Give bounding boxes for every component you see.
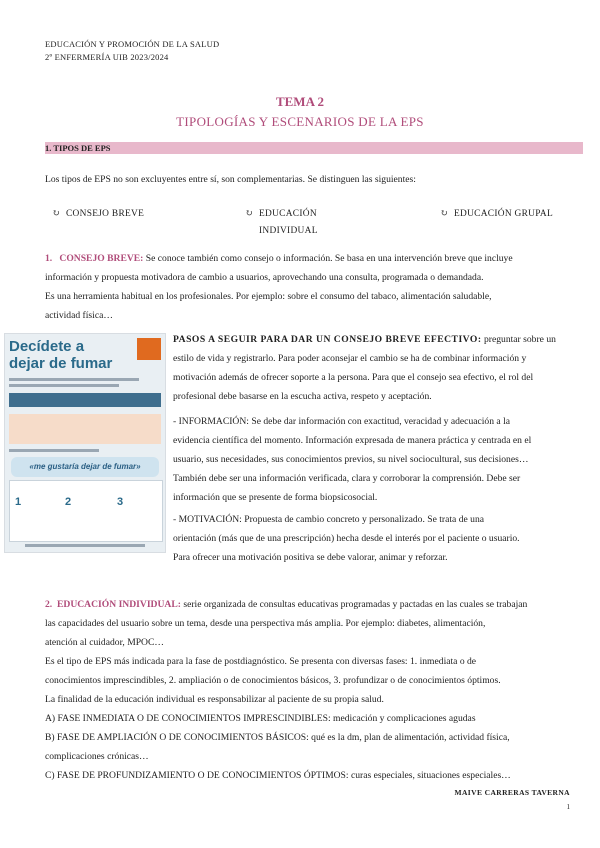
educacion-individual-heading: EDUCACIÓN INDIVIDUAL: xyxy=(57,599,181,610)
educacion-individual-paragraph: 2. EDUCACIÓN INDIVIDUAL: serie organizada de consultas educativas programadas y pactadas en las cuales se trabajan las capacidades del usuario sobre un tema, desde una perspectiva más amplia. Por ejemplo: diabetes, alimentación, atención al cuidador, MPOC… Es el tipo de EPS más indicada para la fase de postdiagnóstico. Se presenta con diversas fases: 1. inmediata o de conocimientos imprescindibles, 2. ampliación o de conocimientos básicos, 3. profundizar o de conocimientos óptimos. La finalidad de la educación individual es responsabilizar al paciente de su propia salud. A) FASE INMEDIATA O DE CONOCIMIENTOS IMPRESCINDIBLES: medicación y complicaciones agudas B) FASE DE AMPLIACIÓN O DE CONOCIMIENTOS BÁSICOS: qué es la dm, plan de alimentación, actividad física, complicaciones crónicas… C) FASE DE PROFUNDIZAMIENTO O DE CONOCIMIENTOS ÓPTIMOS: curas especiales, situaciones especiales… xyxy=(45,595,572,785)
type-consejo-breve: ↻ CONSEJO BREVE xyxy=(52,206,144,223)
poster-banner xyxy=(9,393,161,407)
page-number: 1 xyxy=(566,803,570,811)
fase-a: A) FASE INMEDIATA O DE CONOCIMIENTOS IMPRESCINDIBLES: medicación y complicaciones agudas xyxy=(45,713,476,724)
document-header xyxy=(45,38,219,64)
poster-steps-card xyxy=(9,480,163,542)
type-educacion-individual: ↻ EDUCACIÓN INDIVIDUAL xyxy=(245,206,318,240)
pasos-paragraph: PASOS A SEGUIR PARA DAR UN CONSEJO BREVE EFECTIVO: preguntar sobre un estilo de vida y registrarlo. Para poder aconsejar el cambio se ha de combinar información y motivación además de ofrecer soporte a la persona. Para que el consejo sea efectivo, el rol del profesional debe basarse en la escucha activa, respeto y aceptación. xyxy=(173,334,556,402)
header-course: EDUCACIÓN Y PROMOCIÓN DE LA SALUD xyxy=(45,39,220,49)
intro-paragraph: Los tipos de EPS no son excluyentes entre sí, son complementarias. Se distinguen las siguientes: xyxy=(45,174,416,185)
poster-step-3: 3 xyxy=(117,496,124,508)
refresh-icon: ↻ xyxy=(245,209,254,219)
pasos-heading: PASOS A SEGUIR PARA DAR UN CONSEJO BREVE EFECTIVO: xyxy=(173,334,482,345)
poster-logo xyxy=(137,338,161,360)
section-heading: 1. TIPOS DE EPS xyxy=(45,143,111,153)
quit-smoking-poster xyxy=(4,333,166,553)
section-heading-bar xyxy=(45,142,583,154)
type-educacion-grupal: ↻ EDUCACIÓN GRUPAL xyxy=(440,206,553,223)
author-signature: MAIVE CARRERAS TAVERNA xyxy=(454,788,570,797)
topic-title: TEMA 2 xyxy=(275,94,325,109)
poster-step-2: 2 xyxy=(65,496,72,508)
poster-step-1: 1 xyxy=(15,496,22,508)
poster-title: Decídete a dejar de fumar xyxy=(9,338,113,372)
consejo-heading: CONSEJO BREVE: xyxy=(59,253,144,264)
topic-subtitle: TIPOLOGÍAS Y ESCENARIOS DE LA EPS xyxy=(176,114,424,129)
fase-c: C) FASE DE PROFUNDIZAMIENTO O DE CONOCIMIENTOS ÓPTIMOS: curas especiales, situaciones especiales… xyxy=(45,770,511,781)
poster-info-box xyxy=(9,414,161,444)
poster-quote: «me gustaría dejar de fumar» xyxy=(11,457,159,477)
refresh-icon: ↻ xyxy=(52,209,61,219)
informacion-paragraph: - INFORMACIÓN: Se debe dar información con exactitud, veracidad y adecuación a la evidencia científica del momento. Información expresada de manera práctica y centrada en el usuario, sus necesidades, sus conocimientos previos, su nivel sociocultural, sus decisiones… También debe ser una información verificada, clara y corroborar la comprensión. Debe ser información que se presente de forma biopsicosocial. xyxy=(173,416,532,503)
header-year: 2º ENFERMERÍA UIB 2023/2024 xyxy=(45,52,169,62)
consejo-paragraph: 1. CONSEJO BREVE: Se conoce también como consejo o información. Se basa en una intervención breve que incluye información y propuesta motivadora de cambio a usuarios, aprovechando una consulta, programada o demandada. Es una herramienta habitual en los profesionales. Por ejemplo: sobre el consumo del tabaco, alimentación saludable, actividad física… xyxy=(45,253,513,321)
motivacion-paragraph: - MOTIVACIÓN: Propuesta de cambio concreto y personalizado. Se trata de una orientación (más que de una prescripción) hecha desde el interés por el paciente o usuario. Para ofrecer una motivación positiva se debe valorar, animar y reforzar. xyxy=(173,514,520,563)
refresh-icon: ↻ xyxy=(440,209,449,219)
fase-b: B) FASE DE AMPLIACIÓN O DE CONOCIMIENTOS BÁSICOS: qué es la dm, plan de alimentación, actividad física, xyxy=(45,732,510,743)
